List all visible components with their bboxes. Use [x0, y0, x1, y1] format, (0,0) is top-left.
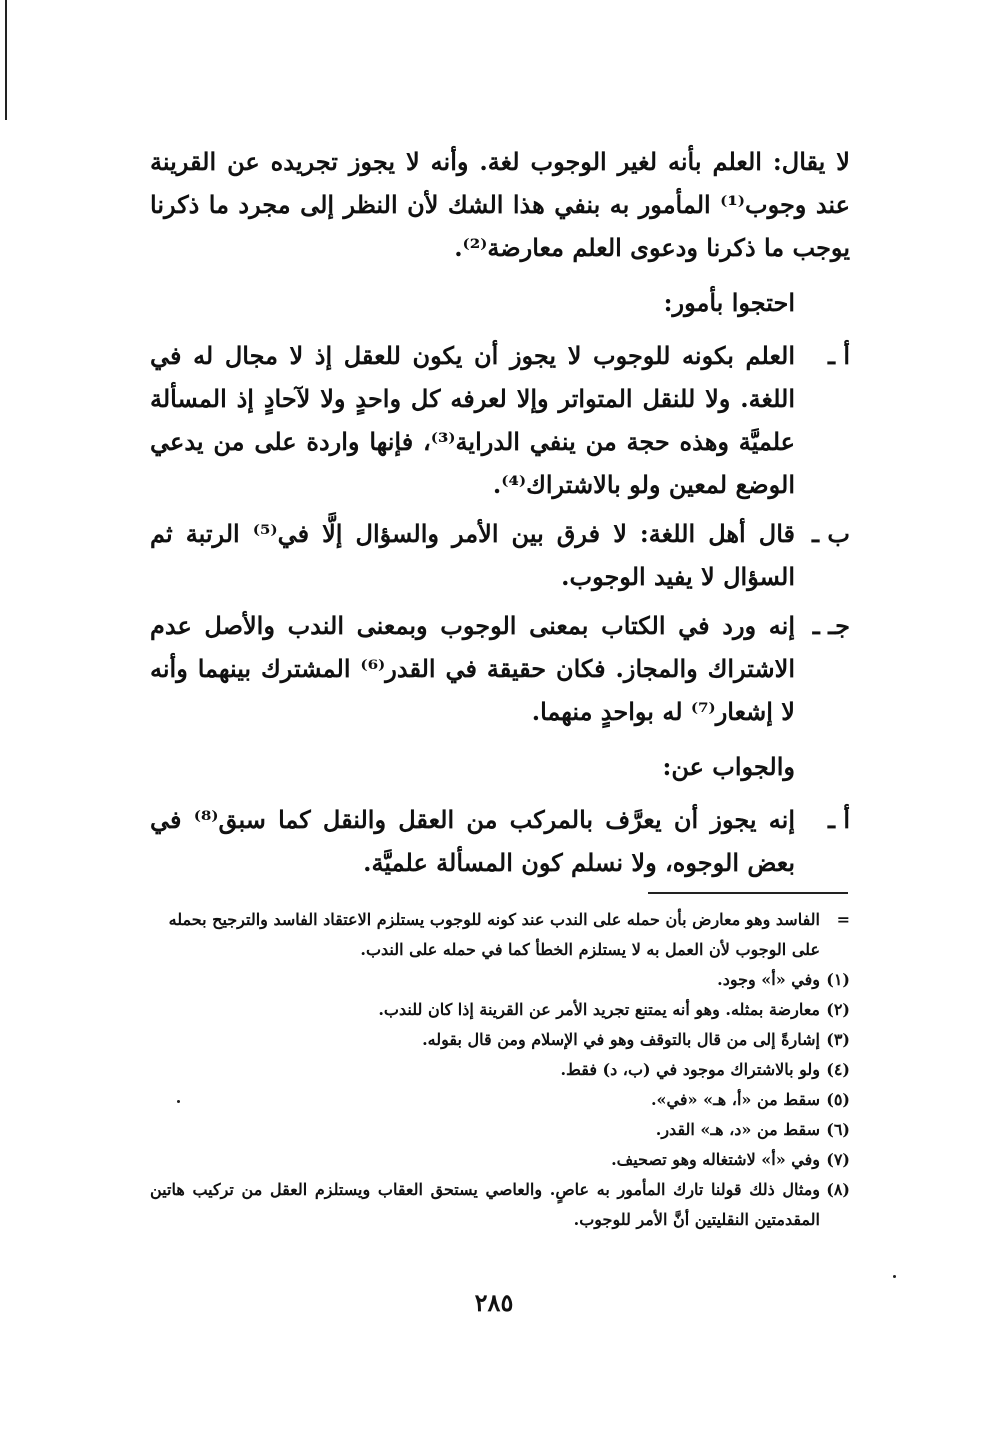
- section-heading-answers: والجواب عن:: [662, 752, 795, 781]
- footnote-item: [150, 965, 850, 995]
- scan-speck: [177, 1100, 180, 1103]
- footnote-item: [150, 995, 850, 1025]
- item-text: إنه يجوز أن يعرَّف بالمركب من العقل والنقل كما سبق⁽⁸⁾ في بعض الوجوه، ولا نسلم كون المسألة علميَّة.: [150, 805, 795, 877]
- continuation-text: الفاسد وهو معارض بأن حمله على الندب عند كونه للوجوب يستلزم الاعتقاد الفاسد والترجيح بحمله على الوجوب لأن العمل به لا يستلزم الخطأ كما في حمله على الندب.: [168, 910, 820, 959]
- footnote-text: سقط من «أ، هـ» «في».: [650, 1090, 820, 1109]
- footnote-text: وفي «أ» وجود.: [717, 970, 820, 989]
- footnote-item: [150, 1025, 850, 1055]
- footnote-text: سقط من «د، هـ» القدر.: [655, 1120, 820, 1139]
- footnote-item: [150, 1115, 850, 1145]
- item-text: العلم بكونه للوجوب لا يجوز أن يكون للعقل إذ لا مجال له في اللغة. ولا للنقل المتواتر وإلا لعرفه كل واحدٍ ولا لآحادٍ إذ المسألة علميَّة وهذه حجة من ينفي الدراية⁽³⁾، فإنها واردة على من يدعي الوضع لمعين ولو بالاشتراك⁽⁴⁾.: [150, 341, 795, 499]
- item-text: قال أهل اللغة: لا فرق بين الأمر والسؤال إلَّا في⁽⁵⁾ الرتبة ثم السؤال لا يفيد الوجوب.: [150, 519, 795, 591]
- answer-item: [150, 798, 850, 884]
- footnote-text: وفي «أ» لاشتغاله وهو تصحيف.: [611, 1150, 820, 1169]
- footnotes: [150, 905, 850, 1235]
- footnote-number: (٨): [826, 1180, 850, 1199]
- footnote-text: ومثال ذلك قولنا تارك المأمور به عاصٍ. والعاصي يستحق العقاب ويستلزم العقل من تركيب هاتين المقدمتين النقليتين أنَّ الأمر للوجوب.: [150, 1180, 820, 1229]
- footnote-text: إشارةً إلى من قال بالتوقف وهو في الإسلام ومن قال بقوله.: [422, 1030, 820, 1049]
- footnote-item: [150, 1085, 850, 1115]
- item-marker: أ ـ: [827, 805, 850, 834]
- footnote-continuation: [150, 905, 850, 965]
- item-text: إنه ورد في الكتاب بمعنى الوجوب وبمعنى الندب والأصل عدم الاشتراك والمجاز. فكان حقيقة في القدر⁽⁶⁾ المشترك بينهما وأنه لا إشعار⁽⁷⁾ له بواحدٍ منهما.: [150, 611, 795, 726]
- footnote-number: (٧): [826, 1150, 850, 1169]
- footnote-item: [150, 1055, 850, 1085]
- scan-edge-line: [5, 0, 7, 120]
- footnote-separator: [648, 892, 848, 894]
- footnote-number: (٥): [826, 1090, 850, 1109]
- footnote-text: معارضة بمثله. وهو أنه يمتنع تجريد الأمر عن القرينة إذا كان للندب.: [378, 1000, 820, 1019]
- footnote-item: [150, 1145, 850, 1175]
- item-marker: أ ـ: [827, 341, 850, 370]
- intro-paragraph: لا يقال: العلم بأنه لغير الوجوب لغة. وأنه لا يجوز تجريده عن القرينة عند وجوب⁽¹⁾ المأمور به بنفي هذا الشك لأن النظر إلى مجرد ما ذكرنا يوجب ما ذكرنا ودعوى العلم معارضة⁽²⁾.: [150, 147, 850, 262]
- item-marker: ب ـ: [812, 519, 850, 548]
- footnote-item: [150, 1175, 850, 1235]
- footnote-number: (٤): [826, 1060, 850, 1079]
- footnote-number: (٢): [826, 1000, 850, 1019]
- footnote-text: ولو بالاشتراك موجود في (ب، د) فقط.: [560, 1060, 820, 1079]
- page-number: ٢٨٥: [474, 1288, 514, 1317]
- argument-item: [150, 334, 850, 506]
- section-heading-arguments: احتجوا بأمور:: [663, 288, 795, 317]
- scan-speck: [893, 1275, 896, 1278]
- argument-item: [150, 604, 850, 733]
- footnote-number: (٣): [826, 1030, 850, 1049]
- continuation-marker: =: [836, 910, 850, 929]
- argument-item: [150, 512, 850, 598]
- footnote-number: (٦): [826, 1120, 850, 1139]
- main-text: [150, 140, 850, 888]
- item-marker: جـ ـ: [812, 611, 850, 640]
- footnote-number: (١): [826, 970, 850, 989]
